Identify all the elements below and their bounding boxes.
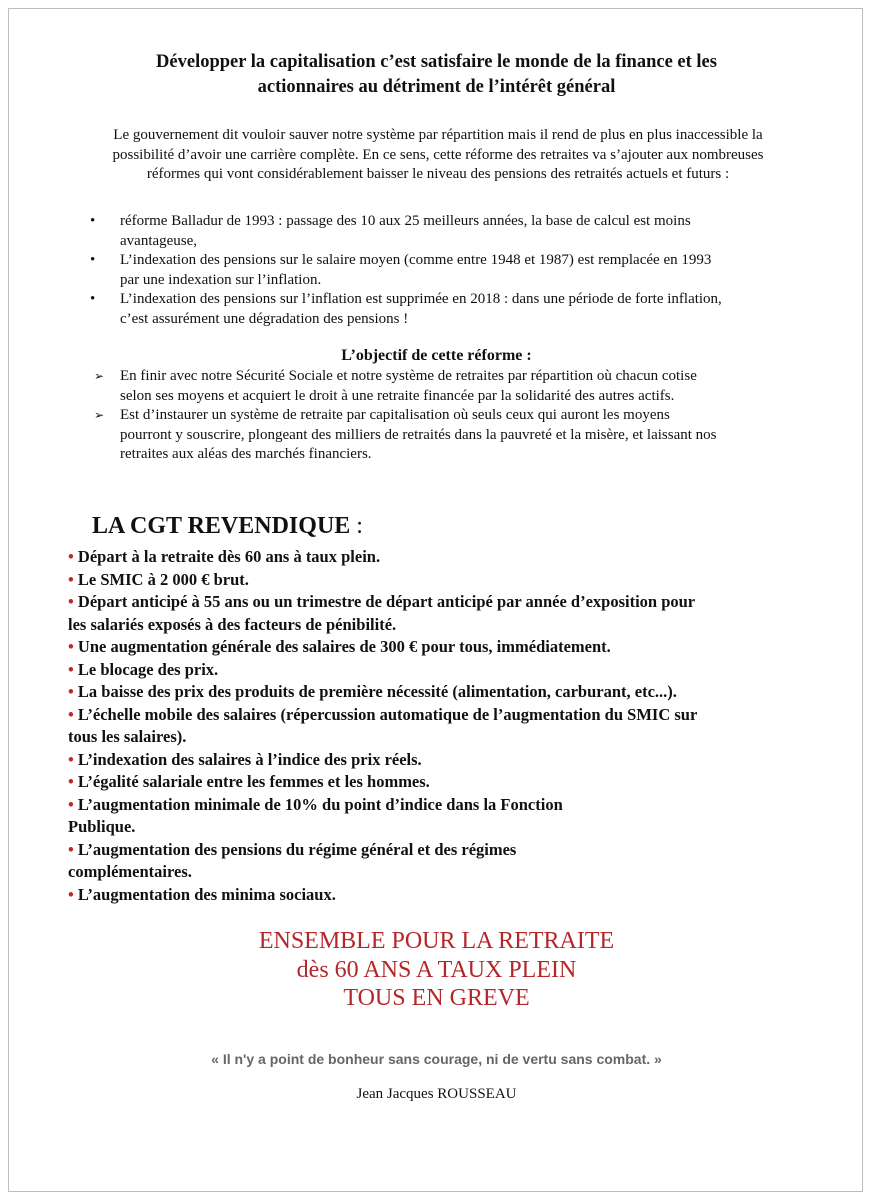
list-item: ➢ En finir avec notre Sécurité Sociale et notre système de retraites par répartition où chacun cotise selon ses moyens et acquiert le droit à une retraite financée par la solidarité des autres actifs. [94,368,697,404]
objective-heading: L’objectif de cette réforme : [341,347,532,364]
red-bullet-icon: • [68,794,74,814]
intro-paragraph: Le gouvernement dit vouloir sauver notre système par répartition mais il rend de plus en plus inaccessible la possibilité d’avoir une carrière complète. En ce sens, cette réforme des retraites va s’ajouter aux nombreuses réformes qui vont considérablement baisser le niveau des pensions des retraités actuels et futurs : [112,127,764,182]
red-bullet-icon: • [68,637,74,656]
red-bullet-icon: • [68,547,74,566]
document-title: Développer la capitalisation c’est satisfaire le monde de la finance et les actionnaires au détriment de l’intérêt général [156,52,717,97]
arrow-bullet-icon: ➢ [94,369,105,383]
red-bullet-icon: • [68,884,74,904]
list-item: • L’augmentation des minima sociaux. [68,884,336,904]
red-bullet-icon: • [68,839,74,859]
bullet-icon: • [90,291,96,307]
list-item: • La baisse des prix des produits de première nécessité (alimentation, carburant, etc...). [68,682,677,701]
list-item: • Le blocage des prix. [68,659,219,679]
quote: « Il n'y a point de bonheur sans courage, ni de vertu sans combat. » [211,1051,662,1067]
red-bullet-icon: • [68,704,74,724]
strike-slogan: ENSEMBLE POUR LA RETRAITE dès 60 ANS A TAUX PLEIN TOUS EN GREVE [258,928,615,1011]
list-item: • L’augmentation minimale de 10% du point d’indice dans la Fonction Publique. [68,794,563,836]
red-bullet-icon: • [68,682,74,701]
list-item: • L’échelle mobile des salaires (répercussion automatique de l’augmentation du SMIC sur tous les salaires). [68,704,698,746]
objective-list [94,367,824,465]
list-item: • Le SMIC à 2 000 € brut. [68,569,249,589]
arrow-bullet-icon: ➢ [94,408,105,422]
list-item: • Une augmentation générale des salaires de 300 € pour tous, immédiatement. [68,637,611,656]
list-item: • L’égalité salariale entre les femmes et les hommes. [68,772,430,791]
list-item: • Départ anticipé à 55 ans ou un trimestre de départ anticipé par année d’exposition pour les salariés exposés à des facteurs de pénibilité. [68,592,696,634]
red-bullet-icon: • [68,569,74,589]
list-item: ➢ Est d’instaurer un système de retraite par capitalisation où seuls ceux qui auront les moyens pourront y souscrire, plongeant des milliers de retraités dans la pauvreté et la misère, et laissant nos retraites aux aléas des marchés financiers. [94,407,717,462]
list-item: • L’indexation des salaires à l’indice des prix réels. [68,749,422,769]
red-bullet-icon: • [68,592,74,611]
list-item: • L’augmentation des pensions du régime général et des régimes complémentaires. [68,839,517,881]
red-bullet-icon: • [68,772,74,791]
list-item: • L’indexation des pensions sur l’inflation est supprimée en 2018 : dans une période de forte inflation, c’est assurément une dégradation des pensions ! [90,291,722,327]
bullet-icon: • [90,252,96,268]
quote-author: Jean Jacques ROUSSEAU [356,1086,517,1102]
cgt-heading: LA CGT REVENDIQUE : [92,513,363,539]
red-bullet-icon: • [68,749,74,769]
list-item: • réforme Balladur de 1993 : passage des 10 aux 25 meilleurs années, la base de calcul est moins avantageuse, [90,213,691,249]
list-item: • L’indexation des pensions sur le salaire moyen (comme entre 1948 et 1987) est remplacée en 1993 par une indexation sur l’inflation. [90,252,712,288]
bullet-icon: • [90,213,96,229]
list-item: • Départ à la retraite dès 60 ans à taux plein. [68,547,381,566]
reform-list [90,212,810,329]
red-bullet-icon: • [68,659,74,679]
cgt-demands-list [66,546,786,906]
